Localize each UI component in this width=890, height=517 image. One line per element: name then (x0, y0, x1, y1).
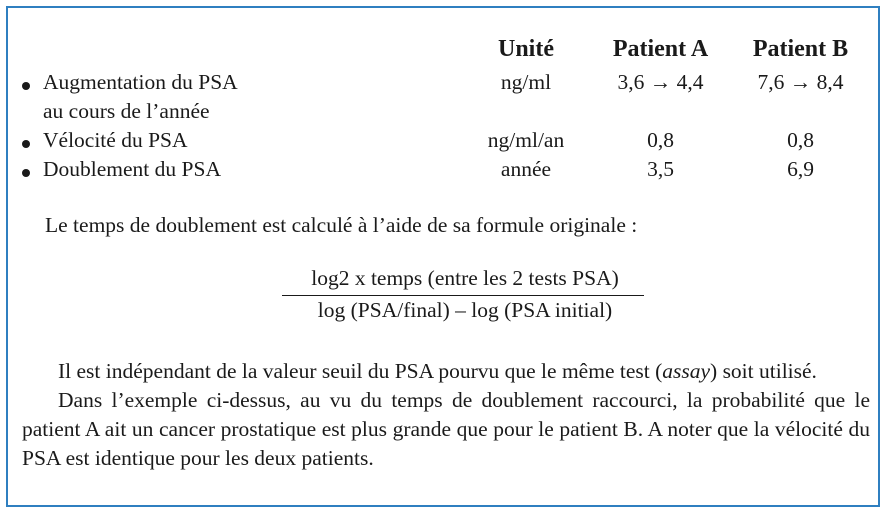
fraction-bar (282, 295, 644, 296)
explanation-text (22, 357, 870, 473)
row-unit: ng/ml/an (487, 128, 565, 152)
row-patient-a-value: 0,8 (647, 128, 674, 152)
bullet-icon (22, 82, 30, 90)
formula-intro: Le temps de doublement est calculé à l’aide de sa formule originale : (45, 213, 638, 237)
row-label: Augmentation du PSA (43, 70, 238, 94)
row-unit: ng/ml (500, 70, 552, 94)
bullet-icon (22, 140, 30, 148)
row-patient-b-value: 0,8 (787, 128, 814, 152)
paragraph-assay: Il est indépendant de la valeur seuil du PSA pourvu que le même test (assay) soit utilisé. (58, 359, 817, 383)
formula-denominator: log (PSA/final) – log (PSA initial) (317, 298, 613, 322)
header-patient-b: Patient B (752, 36, 849, 62)
row-label-continuation: au cours de l’année (43, 99, 210, 123)
row-label: Doublement du PSA (43, 157, 221, 181)
bullet-icon (22, 169, 30, 177)
row-patient-a-value: 3,5 (647, 157, 674, 181)
row-label: Vélocité du PSA (43, 128, 188, 152)
row-unit: année (500, 157, 552, 181)
paragraph-example: Dans l’exemple ci-dessus, au vu du temps de doublement raccourci, la probabilité que le patient A ait un cancer prostatique est plus grande que pour le patient B. A noter que la vélocité du PSA est identique pour les deux patients. (22, 388, 870, 470)
formula-numerator: log2 x temps (entre les 2 tests PSA) (311, 266, 619, 290)
header-patient-a: Patient A (612, 36, 709, 62)
italic-term: assay (662, 359, 711, 383)
row-patient-a-value: 3,6 → 4,4 (617, 70, 704, 94)
row-patient-b-value: 6,9 (787, 157, 814, 181)
header-unit: Unité (498, 36, 554, 62)
row-patient-b-value: 7,6 → 8,4 (757, 70, 844, 94)
